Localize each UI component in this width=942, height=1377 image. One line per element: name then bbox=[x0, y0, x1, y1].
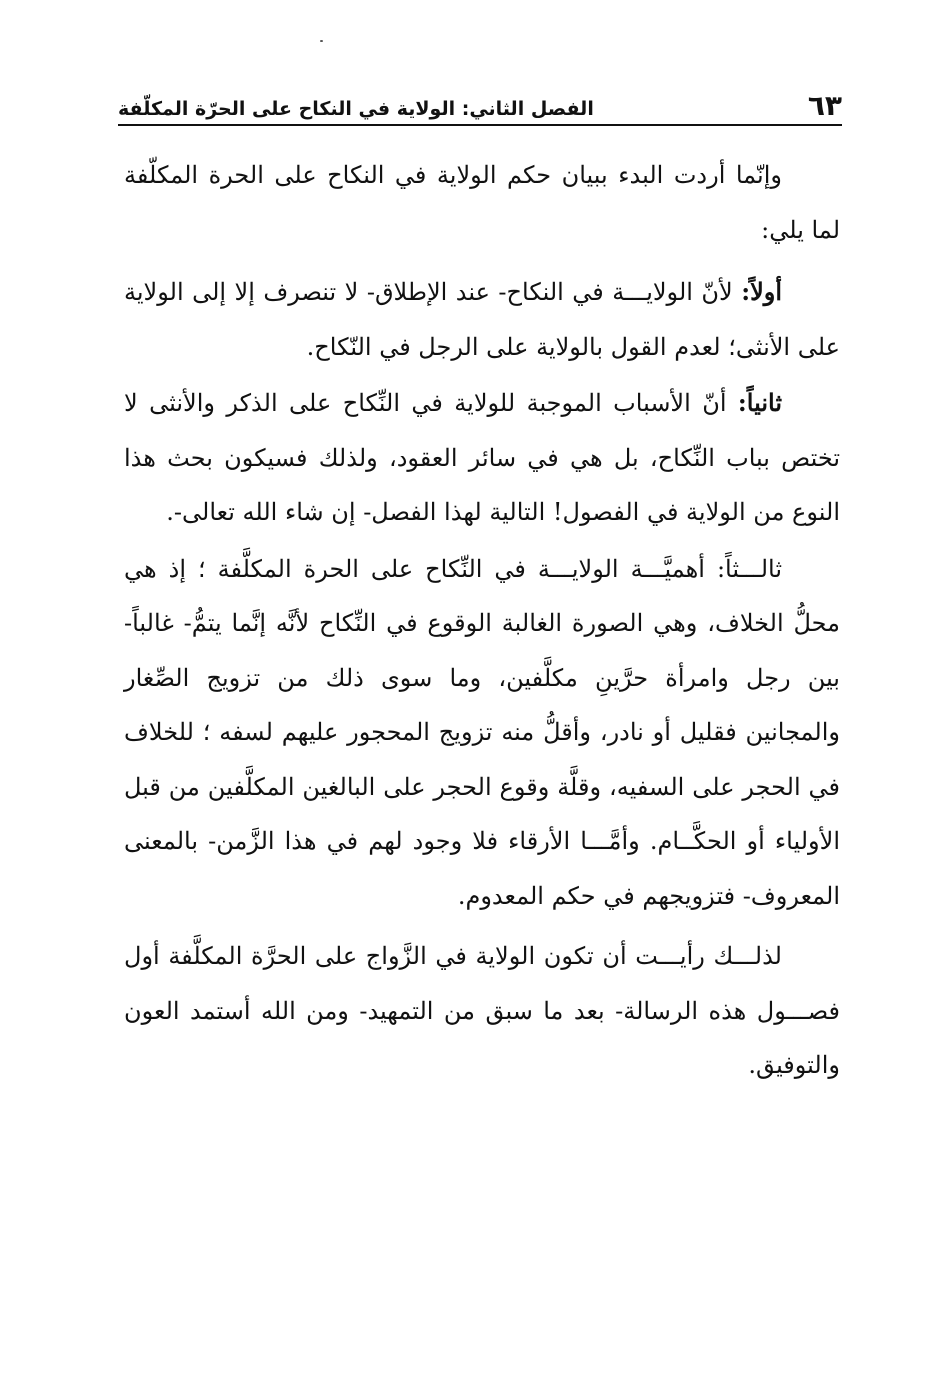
paragraph-lead: أولاً: bbox=[741, 277, 783, 306]
running-header bbox=[118, 82, 842, 122]
paragraph-third-reason bbox=[124, 542, 840, 924]
paragraph-conclusion bbox=[124, 929, 840, 1093]
paragraph-text: لذلـــك رأيـــت أن تكون الولاية في الزَّواج على الحرَّة المكلَّفة أول فصـــول هذه الرسالة- بعد ما سبق من التمهيد- ومن الله أستمد العون والتوفيق. bbox=[124, 942, 840, 1079]
paragraph-intro bbox=[124, 148, 840, 257]
paragraph-text: أنّ الأسباب الموجبة للولاية في النِّكاح على الذكر والأنثى لا تختص بباب النِّكاح، بل هي في سائر العقود، ولذلك فسيكون بحث هذا النوع من الولاية في الفصول! التالية لهذا الفصل- إن شاء الله تعالى-. bbox=[124, 389, 840, 526]
paragraph-first-reason bbox=[124, 265, 840, 374]
header-rule bbox=[118, 124, 842, 126]
page-number: ٦٣ bbox=[807, 89, 842, 122]
scan-speck bbox=[320, 40, 323, 42]
body-text bbox=[124, 148, 840, 1097]
chapter-title: الفصل الثاني: الولاية في النكاح على الحرّة المكلّفة bbox=[118, 98, 594, 120]
paragraph-second-reason bbox=[124, 376, 840, 540]
paragraph-text: ثالـــثاً: أهميَّـــة الولايـــة في النِّكاح على الحرة المكلَّفة ؛ إذ هي محلُّ الخلاف، وهي الصورة الغالبة الوقوع في النِّكاح لأنَّه إنَّما يتمُّ- غالباً- بين رجل وامرأة حرَّينِ مكلَّفين، وما سوى ذلك من تزويج الصِّغار والمجانين فقليل أو نادر، وأقلُّ منه تزويج المحجور عليهم لسفه ؛ للخلاف في الحجر على السفيه، وقلَّة وقوع الحجر على البالغين المكلَّفين من قبل الأولياء أو الحكَّــام. وأمَّـــا الأرقاء فلا وجود لهم في هذا الزَّمن- بالمعنى المعروف- فتزويجهم في حكم المعدوم. bbox=[124, 554, 841, 910]
paragraph-lead: ثانياً: bbox=[737, 388, 782, 417]
paragraph-text: وإنّما أردت البدء ببيان حكم الولاية في النكاح على الحرة المكلّفة لما يلي: bbox=[124, 161, 840, 244]
paragraph-text: لأنّ الولايـــة في النكاح- عند الإطلاق- لا تنصرف إلا إلى الولاية على الأنثى؛ لعدم القول بالولاية على الرجل في النّكاح. bbox=[124, 278, 840, 361]
